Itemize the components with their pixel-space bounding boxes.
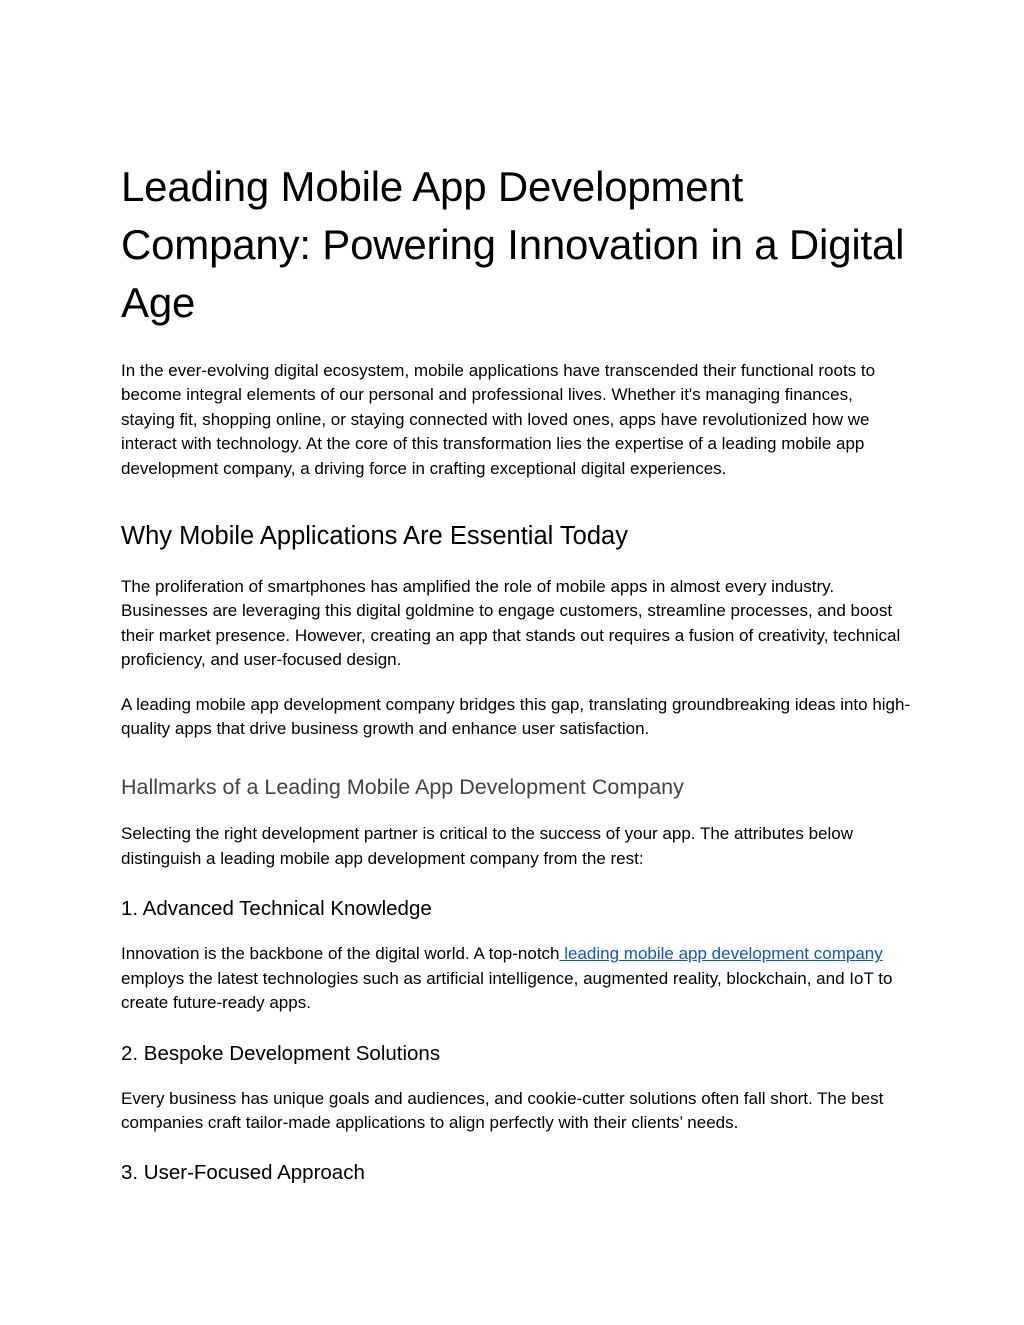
section-heading-why-mobile: Why Mobile Applications Are Essential Today bbox=[121, 522, 628, 551]
paragraph-text-before-link: Innovation is the backbone of the digital world. A top-notch bbox=[121, 944, 560, 964]
section1-paragraph-2: A leading mobile app development company bridges this gap, translating groundbreaking ideas into high-quality apps that drive business growth and enhance user satisfaction. bbox=[121, 694, 911, 739]
section1-paragraph-1: The proliferation of smartphones has amplified the role of mobile apps in almost every industry. Businesses are leveraging this digital goldmine to engage customers, streamline processes, and boost their market presence. However, creating an app that stands out requires a fusion of creativity, technical proficiency, and user-focused design. bbox=[121, 577, 901, 670]
section-heading-hallmarks: Hallmarks of a Leading Mobile App Development Company bbox=[121, 775, 684, 800]
subheading-user-focused-approach: 3. User-Focused Approach bbox=[121, 1161, 365, 1185]
subheading-bespoke-development-solutions: 2. Bespoke Development Solutions bbox=[121, 1041, 441, 1065]
paragraph-text-after-link: employs the latest technologies such as artificial intelligence, augmented reality, blockchain, and IoT to create future-ready apps. bbox=[121, 968, 893, 1013]
leading-mobile-app-development-company-link[interactable]: leading mobile app development company bbox=[559, 944, 883, 964]
bespoke-development-paragraph: Every business has unique goals and audiences, and cookie-cutter solutions often fall short. The best companies craft tailor-made applications to align perfectly with their clients’ needs. bbox=[121, 1088, 884, 1132]
subheading-advanced-technical-knowledge: 1. Advanced Technical Knowledge bbox=[121, 897, 432, 921]
advanced-technical-knowledge-paragraph bbox=[121, 942, 911, 1015]
section2-intro-paragraph: Selecting the right development partner is critical to the success of your app. The attributes below distinguish a leading mobile app development company from the rest: bbox=[121, 824, 854, 868]
document-content bbox=[121, 158, 911, 1186]
page-title: Leading Mobile App Development Company: Powering Innovation in a Digital Age bbox=[121, 163, 905, 326]
intro-paragraph: In the ever-evolving digital ecosystem, mobile applications have transcended their functional roots to become integral elements of our personal and professional lives. Whether it's managing finances, staying fit, shopping online, or staying connected with loved ones, apps have revolutionized how we interact with technology. At the core of this transformation lies the expertise of a leading mobile app development company, a driving force in crafting exceptional digital experiences. bbox=[121, 361, 876, 478]
